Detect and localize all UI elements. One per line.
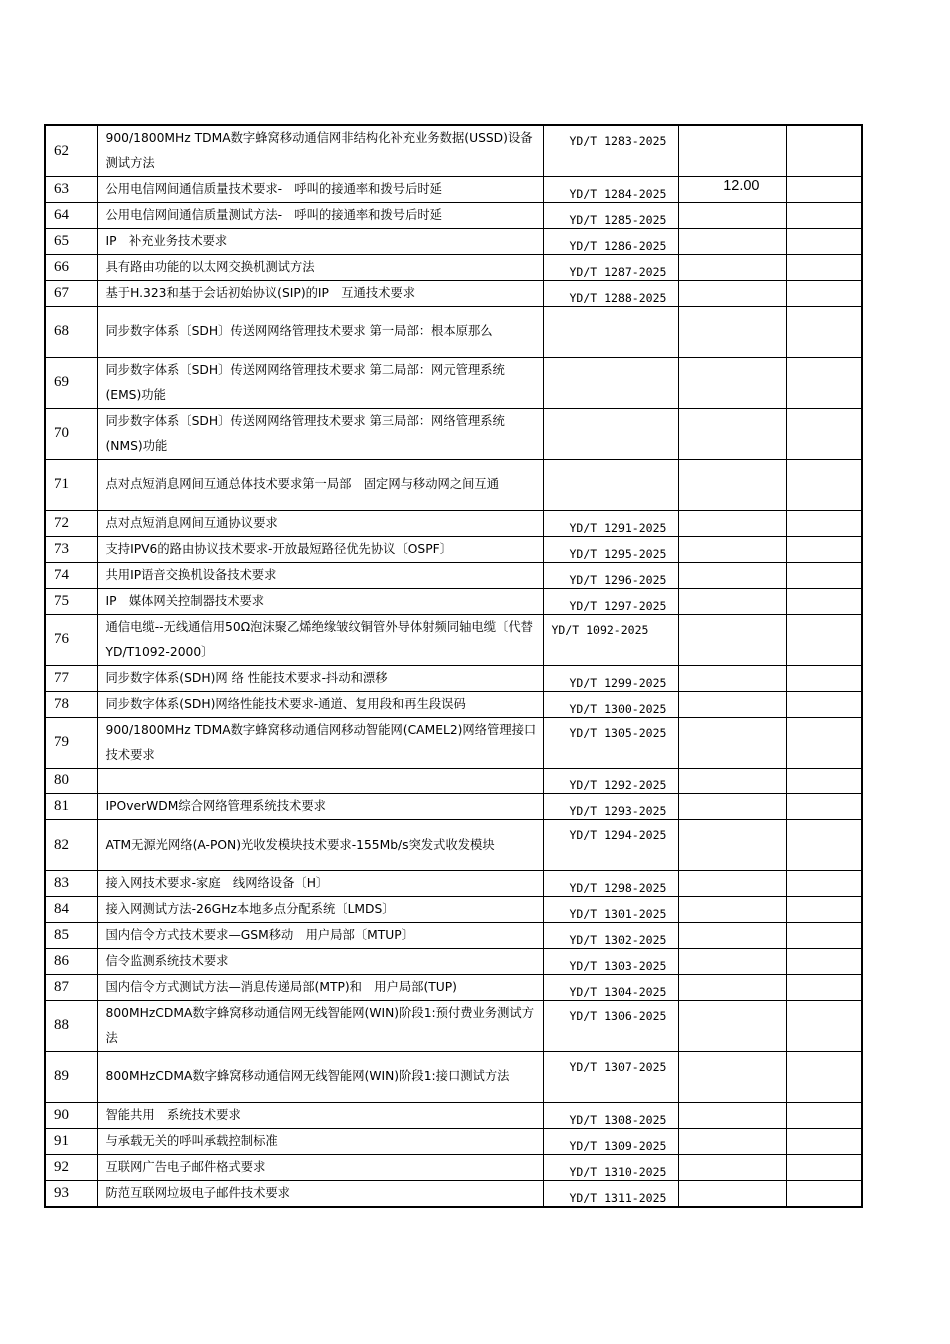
note-cell [786,1000,862,1051]
standard-code: YD/T 1292-2025 [543,768,678,794]
price-cell [678,1051,786,1102]
standard-code: YD/T 1295-2025 [543,536,678,562]
note-cell [786,768,862,794]
standard-title: 同步数字体系(SDH)网 络 性能技术要求-抖动和漂移 [97,665,543,691]
row-number: 68 [45,307,97,358]
row-number: 86 [45,948,97,974]
standard-title: 支持IPV6的路由协议技术要求-开放最短路径优先协议〔OSPF〕 [97,536,543,562]
standard-title: 同步数字体系(SDH)网络性能技术要求-通道、复用段和再生段误码 [97,691,543,717]
table-row [45,459,862,510]
standard-title: 800MHzCDMA数字蜂窝移动通信网无线智能网(WIN)阶段1:预付费业务测试方法 [97,1000,543,1051]
standard-code: YD/T 1308-2025 [543,1102,678,1128]
standard-code: YD/T 1303-2025 [543,948,678,974]
note-cell [786,717,862,768]
row-number: 88 [45,1000,97,1051]
standard-code [543,357,678,408]
table-row [45,229,862,255]
standard-title: IP 媒体网关控制器技术要求 [97,588,543,614]
note-cell [786,974,862,1000]
table-row [45,665,862,691]
standard-title: 信令监测系统技术要求 [97,948,543,974]
price-cell [678,125,786,177]
table-row [45,536,862,562]
table-row [45,974,862,1000]
standard-title: 接入网测试方法-26GHz本地多点分配系统〔LMDS〕 [97,896,543,922]
note-cell [786,1102,862,1128]
table-row [45,717,862,768]
row-number: 71 [45,459,97,510]
note-cell [786,1051,862,1102]
row-number: 89 [45,1051,97,1102]
price-cell [678,1180,786,1207]
note-cell [786,281,862,307]
standard-code: YD/T 1306-2025 [543,1000,678,1051]
standard-title: 防范互联网垃圾电子邮件技术要求 [97,1180,543,1207]
row-number: 85 [45,922,97,948]
table-row [45,794,862,820]
row-number: 70 [45,408,97,459]
price-cell [678,357,786,408]
note-cell [786,510,862,536]
table-row [45,408,862,459]
standard-code: YD/T 1285-2025 [543,203,678,229]
row-number: 83 [45,870,97,896]
row-number: 79 [45,717,97,768]
standard-title: 公用电信网间通信质量技术要求- 呼叫的接通率和拨号后时延 [97,177,543,203]
note-cell [786,614,862,665]
standard-title: 同步数字体系〔SDH〕传送网网络管理技术要求 第一局部：根本原那么 [97,307,543,358]
table-row [45,1180,862,1207]
price-cell [678,459,786,510]
price-cell [678,307,786,358]
price-cell [678,203,786,229]
standard-title: IPOverWDM综合网络管理系统技术要求 [97,794,543,820]
standard-title: 共用IP语音交换机设备技术要求 [97,562,543,588]
row-number: 62 [45,125,97,177]
standard-code: YD/T 1291-2025 [543,510,678,536]
standard-title: 与承载无关的呼叫承载控制标准 [97,1128,543,1154]
row-number: 92 [45,1154,97,1180]
standard-title: 800MHzCDMA数字蜂窝移动通信网无线智能网(WIN)阶段1:接口测试方法 [97,1051,543,1102]
note-cell [786,1128,862,1154]
price-cell [678,1000,786,1051]
price-cell [678,1102,786,1128]
table-row [45,614,862,665]
price-cell [678,717,786,768]
price-cell [678,408,786,459]
row-number: 63 [45,177,97,203]
table-row [45,510,862,536]
table-row [45,125,862,177]
standard-title: 公用电信网间通信质量测试方法- 呼叫的接通率和拨号后时延 [97,203,543,229]
price-cell [678,281,786,307]
standard-code: YD/T 1299-2025 [543,665,678,691]
standard-title: 国内信令方式测试方法—消息传递局部(MTP)和 用户局部(TUP) [97,974,543,1000]
standard-code [543,459,678,510]
standard-code: YD/T 1304-2025 [543,974,678,1000]
price-cell [678,588,786,614]
table-row [45,1128,862,1154]
table-row [45,1000,862,1051]
row-number: 91 [45,1128,97,1154]
note-cell [786,125,862,177]
table-body [45,125,862,1207]
standard-code: YD/T 1283-2025 [543,125,678,177]
table-row [45,562,862,588]
note-cell [786,229,862,255]
table-row [45,1102,862,1128]
price-cell [678,794,786,820]
price-cell [678,665,786,691]
standard-title: 同步数字体系〔SDH〕传送网网络管理技术要求 第二局部：网元管理系统(EMS)功能 [97,357,543,408]
standards-table [44,124,863,1208]
row-number: 64 [45,203,97,229]
standard-code: YD/T 1286-2025 [543,229,678,255]
price-cell [678,614,786,665]
note-cell [786,1154,862,1180]
row-number: 74 [45,562,97,588]
table-row [45,896,862,922]
note-cell [786,1180,862,1207]
table-row [45,357,862,408]
standard-title: 互联网广告电子邮件格式要求 [97,1154,543,1180]
row-number: 73 [45,536,97,562]
table-row [45,307,862,358]
note-cell [786,922,862,948]
note-cell [786,870,862,896]
standard-title: 通信电缆--无线通信用50Ω泡沫聚乙烯绝缘皱纹铜管外导体射频同轴电缆〔代替YD/T1092-2000〕 [97,614,543,665]
row-number: 93 [45,1180,97,1207]
row-number: 87 [45,974,97,1000]
note-cell [786,203,862,229]
standard-code: YD/T 1302-2025 [543,922,678,948]
price-cell [678,229,786,255]
row-number: 81 [45,794,97,820]
standard-code: YD/T 1301-2025 [543,896,678,922]
row-number: 66 [45,255,97,281]
standard-code: YD/T 1092-2025 [543,614,678,665]
standard-code: YD/T 1309-2025 [543,1128,678,1154]
note-cell [786,177,862,203]
note-cell [786,794,862,820]
standard-title: 基于H.323和基于会话初始协议(SIP)的IP 互通技术要求 [97,281,543,307]
standard-code: YD/T 1311-2025 [543,1180,678,1207]
standard-code: YD/T 1297-2025 [543,588,678,614]
note-cell [786,896,862,922]
row-number: 67 [45,281,97,307]
standard-code: YD/T 1298-2025 [543,870,678,896]
price-cell [678,510,786,536]
row-number: 75 [45,588,97,614]
standard-title: IP 补充业务技术要求 [97,229,543,255]
standard-title: 900/1800MHz TDMA数字蜂窝移动通信网移动智能网(CAMEL2)网络管理接口技术要求 [97,717,543,768]
row-number: 72 [45,510,97,536]
table-row [45,922,862,948]
standard-title: 接入网技术要求-家庭 线网络设备〔H〕 [97,870,543,896]
note-cell [786,459,862,510]
table-row [45,281,862,307]
standard-code: YD/T 1288-2025 [543,281,678,307]
table-row [45,1051,862,1102]
table-row [45,820,862,871]
note-cell [786,357,862,408]
table-row [45,948,862,974]
table-row [45,588,862,614]
table-row [45,177,862,203]
note-cell [786,562,862,588]
price-cell [678,768,786,794]
standard-code [543,408,678,459]
note-cell [786,691,862,717]
standard-code: YD/T 1293-2025 [543,794,678,820]
price-cell [678,562,786,588]
standard-title: 点对点短消息网间互通协议要求 [97,510,543,536]
price-cell [678,255,786,281]
row-number: 82 [45,820,97,871]
standard-code: YD/T 1300-2025 [543,691,678,717]
standard-title: 具有路由功能的以太网交换机测试方法 [97,255,543,281]
row-number: 77 [45,665,97,691]
note-cell [786,588,862,614]
price-cell [678,820,786,871]
standard-code: YD/T 1310-2025 [543,1154,678,1180]
row-number: 84 [45,896,97,922]
note-cell [786,307,862,358]
standard-code: YD/T 1287-2025 [543,255,678,281]
standard-title: 智能共用 系统技术要求 [97,1102,543,1128]
note-cell [786,536,862,562]
standard-title: ATM无源光网络(A-PON)光收发模块技术要求-155Mb/s突发式收发模块 [97,820,543,871]
note-cell [786,408,862,459]
row-number: 65 [45,229,97,255]
table-row [45,1154,862,1180]
note-cell [786,948,862,974]
standard-code: YD/T 1294-2025 [543,820,678,871]
row-number: 76 [45,614,97,665]
row-number: 90 [45,1102,97,1128]
standard-title: 点对点短消息网间互通总体技术要求第一局部 固定网与移动网之间互通 [97,459,543,510]
table-row [45,691,862,717]
standard-title: 同步数字体系〔SDH〕传送网网络管理技术要求 第三局部：网络管理系统(NMS)功能 [97,408,543,459]
price-cell [678,691,786,717]
table-row [45,203,862,229]
standard-code: YD/T 1284-2025 [543,177,678,203]
price-cell [678,896,786,922]
price-cell [678,1154,786,1180]
standard-title: 900/1800MHz TDMA数字蜂窝移动通信网非结构化补充业务数据(USSD)设备测试方法 [97,125,543,177]
price-cell [678,922,786,948]
price-cell [678,1128,786,1154]
table-row [45,255,862,281]
table-row [45,768,862,794]
row-number: 80 [45,768,97,794]
note-cell [786,820,862,871]
table-row [45,870,862,896]
standard-code [543,307,678,358]
note-cell [786,255,862,281]
note-cell [786,665,862,691]
standard-code: YD/T 1305-2025 [543,717,678,768]
standard-title [97,768,543,794]
price-cell: 12.00 [678,177,786,203]
price-cell [678,870,786,896]
price-cell [678,536,786,562]
standard-code: YD/T 1307-2025 [543,1051,678,1102]
row-number: 78 [45,691,97,717]
standard-code: YD/T 1296-2025 [543,562,678,588]
standard-title: 国内信令方式技术要求—GSM移动 用户局部〔MTUP〕 [97,922,543,948]
price-cell [678,948,786,974]
row-number: 69 [45,357,97,408]
price-cell [678,974,786,1000]
